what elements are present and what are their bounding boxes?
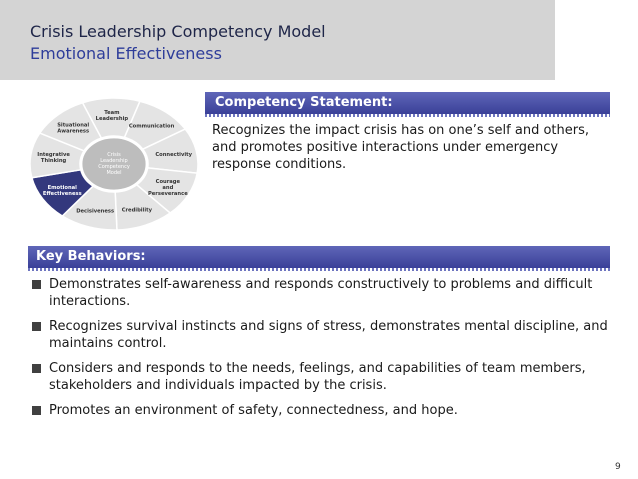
wheel-segment-label: Emotional Effectiveness [42, 184, 82, 197]
wheel-segment-label: Integrative Thinking [37, 152, 70, 165]
list-item [30, 402, 610, 419]
behavior-text: Considers and responds to the needs, feelings, and capabilities of team members, stakeholders and individuals impacted by the crisis. [49, 361, 586, 393]
list-item [30, 360, 610, 394]
wheel-segment-label: Courage and Perseverance [147, 179, 188, 198]
wheel-segment-label: Connectivity [155, 151, 192, 158]
wheel-segment-label: Team Leadership [95, 110, 129, 123]
competency-wheel [28, 96, 200, 232]
page-number: 9 [615, 462, 621, 472]
wheel-segment-label: Situational Awareness [57, 122, 90, 135]
wheel-center-label: Crisis Leadership Competency Model [98, 152, 130, 176]
key-behaviors-header: Key Behaviors: [28, 246, 610, 268]
slide-title: Crisis Leadership Competency Model [30, 22, 326, 41]
slide-subtitle: Emotional Effectiveness [30, 44, 222, 63]
wheel-segment-label: Decisiveness [76, 208, 115, 215]
list-item [30, 318, 610, 352]
behavior-text: Demonstrates self-awareness and responds constructively to problems and difficult interactions. [49, 277, 593, 309]
square-bullet-icon [32, 280, 41, 289]
square-bullet-icon [32, 322, 41, 331]
list-item [30, 276, 610, 310]
key-behaviors-list [30, 276, 610, 427]
competency-statement-text: Recognizes the impact crisis has on one’s self and others, and promotes positive interactions under emergency response conditions. [212, 123, 589, 172]
behavior-text: Recognizes survival instincts and signs of stress, demonstrates mental discipline, and maintains control. [49, 319, 608, 351]
behavior-text: Promotes an environment of safety, connectedness, and hope. [49, 403, 458, 418]
wheel-segment-label: Credibility [121, 207, 152, 214]
wheel-segment-label: Communication [128, 123, 175, 130]
square-bullet-icon [32, 406, 41, 415]
competency-statement-header: Competency Statement: [205, 92, 610, 114]
square-bullet-icon [32, 364, 41, 373]
